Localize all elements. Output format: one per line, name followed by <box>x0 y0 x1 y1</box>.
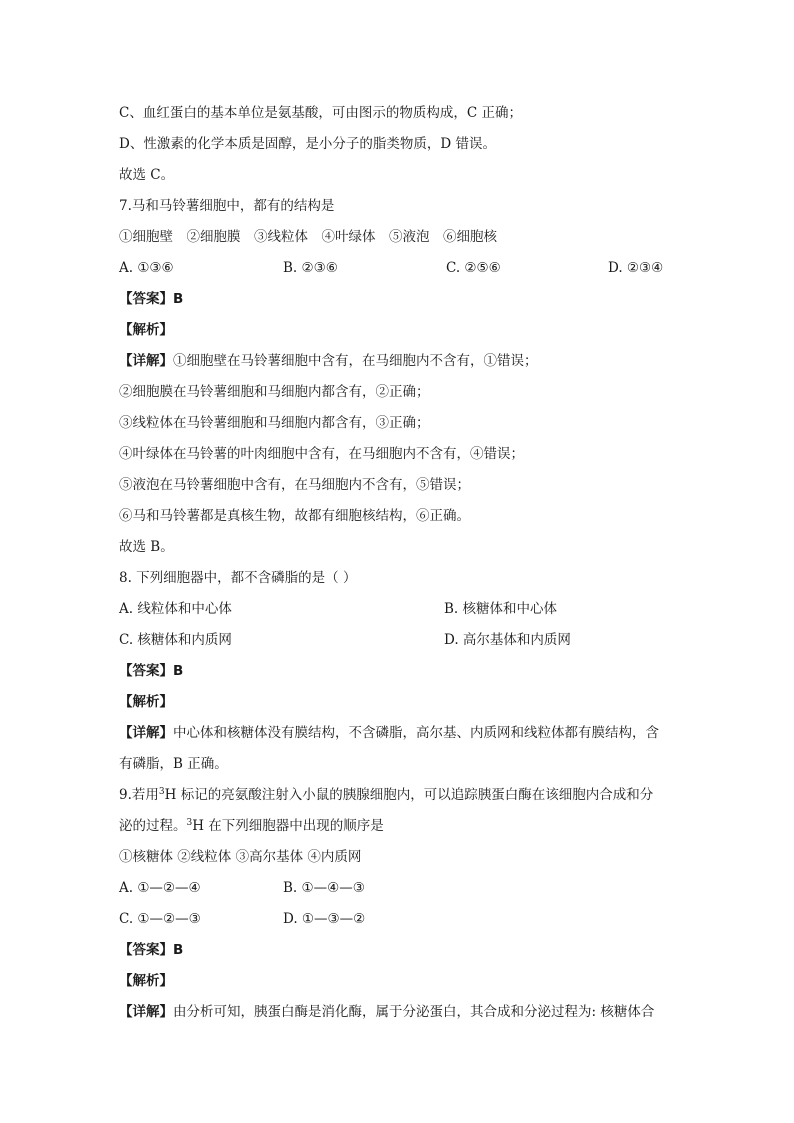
q7-detail-first-line <box>119 352 538 370</box>
q6-conclusion: 故选 C。 <box>119 167 175 183</box>
q9-option-b: B. ①—④—③ <box>283 880 365 896</box>
q7-option-b: B. ②③⑥ <box>283 260 338 276</box>
q7-conclusion: 故选 B。 <box>119 539 174 555</box>
q9-stem-line2: 泌的过程。$^3$H 在下列细胞器中出现的顺序是 <box>119 818 384 834</box>
q9-detail-text: 由分析可知，胰蛋白酶是消化酶，属于分泌蛋白，其合成和分泌过程为: 核糖体合 <box>173 1004 655 1020</box>
q7-detail-line: ②细胞膜在马铃薯细胞和马细胞内都含有，②正确； <box>119 384 430 400</box>
q7-analysis-label: 【解析】 <box>119 322 173 338</box>
superscript-3: 3 <box>186 818 193 828</box>
q8-detail-text: 中心体和核糖体没有膜结构，不含磷脂，高尔基、内质网和线粒体都有膜结构，含 <box>173 725 659 741</box>
q7-option-c: C. ②⑤⑥ <box>446 260 501 276</box>
q9-answer: 【答案】B <box>119 942 184 958</box>
q7-stem: 7.马和马铃薯细胞中，都有的结构是 <box>119 198 335 214</box>
q7-detail-line: ③线粒体在马铃薯细胞和马细胞内都含有，③正确； <box>119 415 430 431</box>
q9-analysis-label: 【解析】 <box>119 973 173 989</box>
q7-detail-label: 【详解】 <box>119 353 173 369</box>
q9-items: ①核糖体 ②线粒体 ③高尔基体 ④内质网 <box>119 849 362 865</box>
q8-answer: 【答案】B <box>119 663 184 679</box>
q9-option-d: D. ①—③—② <box>283 911 366 927</box>
q7-detail-line: ⑤液泡在马铃薯细胞中含有，在马细胞内不含有，⑤错误； <box>119 477 470 493</box>
q8-option-d: D. 高尔基体和内质网 <box>444 632 571 648</box>
q7-answer: 【答案】B <box>119 291 184 307</box>
q7-detail-line: ⑥马和马铃薯都是真核生物，故都有细胞核结构，⑥正确。 <box>119 508 470 524</box>
q6-option-d-explanation: D、性激素的化学本质是固醇，是小分子的脂类物质，D 错误。 <box>119 136 496 152</box>
q8-option-a: A. 线粒体和中心体 <box>119 601 232 617</box>
q8-detail-label: 【详解】 <box>119 725 173 741</box>
q7-option-d: D. ②③④ <box>608 260 664 276</box>
q8-option-b: B. 核糖体和中心体 <box>444 601 558 617</box>
q9-detail-first-line <box>119 1003 654 1021</box>
q8-stem: 8. 下列细胞器中，都不含磷脂的是（ ） <box>119 570 357 586</box>
q9-stem-line1: 9.若用$^3$H 标记的亮氨酸注射入小鼠的胰腺细胞内，可以追踪胰蛋白酶在该细胞内合成和分 <box>119 787 654 803</box>
q8-option-c: C. 核糖体和内质网 <box>119 632 232 648</box>
q8-analysis-label: 【解析】 <box>119 694 173 710</box>
q7-detail-text: ①细胞壁在马铃薯细胞中含有，在马细胞内不含有，①错误； <box>173 353 538 369</box>
q7-option-a: A. ①③⑥ <box>119 260 174 276</box>
q8-detail-first-line <box>119 724 659 742</box>
q9-option-a: A. ①—②—④ <box>119 880 201 896</box>
q7-detail-line: ④叶绿体在马铃薯的叶肉细胞中含有，在马细胞内不含有，④错误； <box>119 446 524 462</box>
q9-option-c: C. ①—②—③ <box>119 911 201 927</box>
q7-items: ①细胞壁 ②细胞膜 ③线粒体 ④叶绿体 ⑤液泡 ⑥细胞核 <box>119 229 497 245</box>
q6-option-c-explanation: C、血红蛋白的基本单位是氨基酸，可由图示的物质构成，C 正确； <box>119 105 522 121</box>
q9-detail-label: 【详解】 <box>119 1004 173 1020</box>
q8-detail-line: 有磷脂，B 正确。 <box>119 756 228 772</box>
superscript-3: 3 <box>158 787 165 797</box>
